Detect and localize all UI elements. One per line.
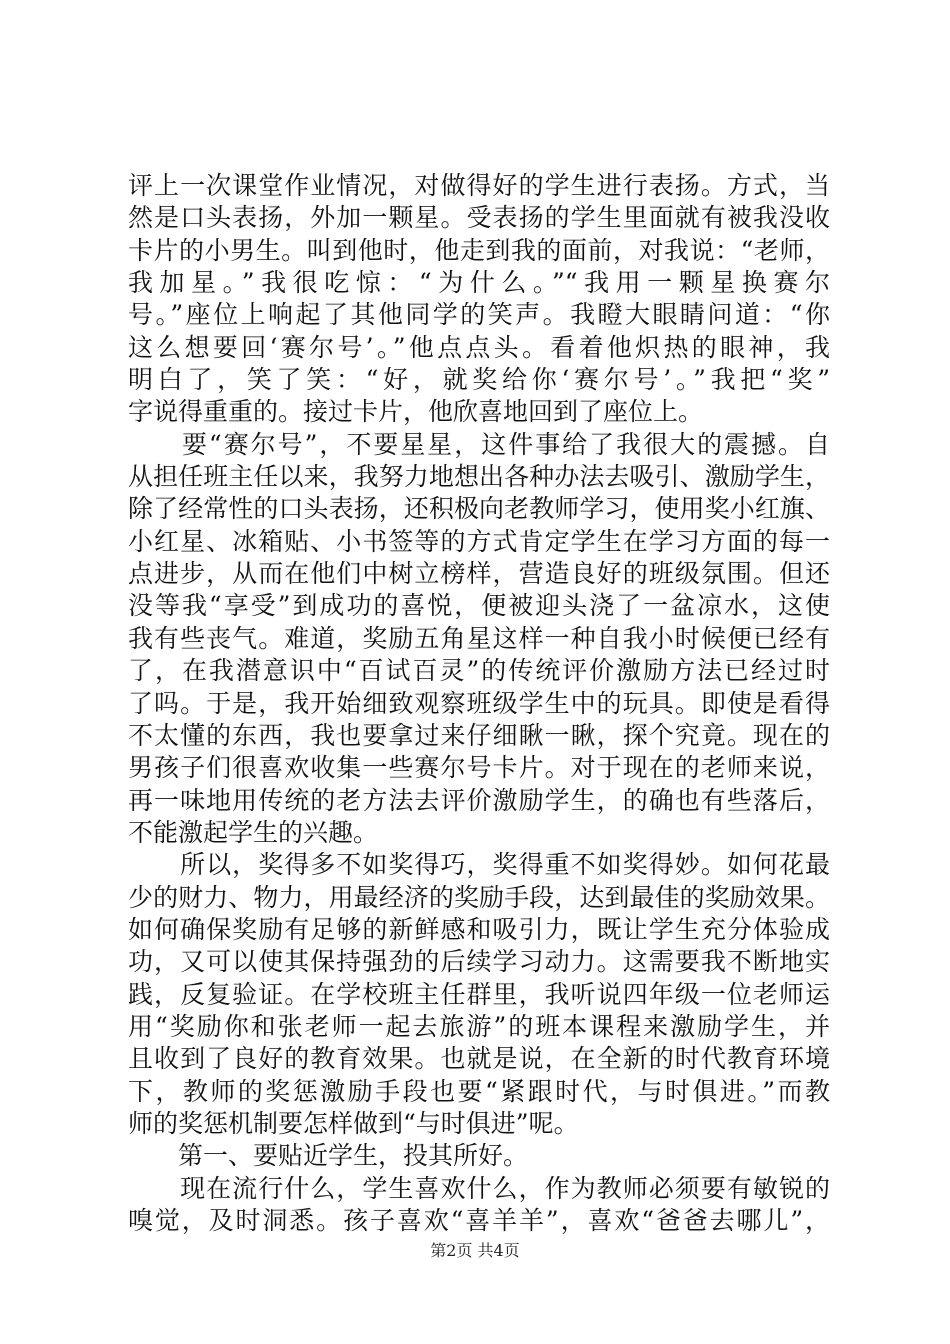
text-line: 点进步，从而在他们中树立榜样，营造良好的班级氛围。但还 [128, 559, 830, 589]
text-line: 要“赛尔号”，不要星星，这件事给了我很大的震撼。自 [128, 429, 830, 459]
text-line: 号。”座位上响起了其他同学的笑声。我瞪大眼睛问道：“你 [128, 300, 830, 330]
text-line: 少的财力、物力，用最经济的奖励手段，达到最佳的奖励效果。 [128, 882, 830, 912]
text-line: 再一味地用传统的老方法去评价激励学生，的确也有些落后， [128, 785, 830, 815]
text-line: 然是口头表扬，外加一颗星。受表扬的学生里面就有被我没收 [128, 203, 830, 233]
text-line: 了吗。于是，我开始细致观察班级学生中的玩具。即使是看得 [128, 688, 830, 718]
text-line: 不能激起学生的兴趣。 [128, 817, 379, 847]
text-line: 功，又可以使其保持强劲的后续学习动力。这需要我不断地实 [128, 947, 830, 977]
text-line: 嗅觉，及时洞悉。孩子喜欢“喜羊羊”，喜欢“爸爸去哪儿”， [128, 1206, 830, 1235]
text-line: 不太懂的东西，我也要拿过来仔细瞅一瞅，探个究竟。现在的 [128, 720, 830, 750]
text-line: 除了经常性的口头表扬，还积极向老教师学习，使用奖小红旗、 [128, 494, 830, 524]
text-line: 字说得重重的。接过卡片，他欣喜地回到了座位上。 [128, 397, 704, 427]
text-line: 践，反复验证。在学校班主任群里，我听说四年级一位老师运 [128, 979, 830, 1009]
text-line: 如何确保奖励有足够的新鲜感和吸引力，既让学生充分体验成 [128, 914, 830, 944]
text-line: 明白了，笑了笑：“好，就奖给你‘赛尔号’。”我把“奖” [128, 365, 830, 395]
text-line: 且收到了良好的教育效果。也就是说，在全新的时代教育环境 [128, 1044, 830, 1074]
text-line: 卡片的小男生。叫到他时，他走到我的面前，对我说：“老师， [128, 235, 830, 265]
text-line: 用“奖励你和张老师一起去旅游”的班本课程来激励学生，并 [128, 1011, 830, 1041]
text-line: 了，在我潜意识中“百试百灵”的传统评价激励方法已经过时 [128, 656, 830, 686]
text-line: 评上一次课堂作业情况，对做得好的学生进行表扬。方式，当 [128, 171, 830, 200]
text-line: 第一、要贴近学生，投其所好。 [128, 1141, 529, 1171]
text-line: 下，教师的奖惩激励手段也要“紧跟时代，与时俱进。”而教 [128, 1076, 830, 1106]
text-line: 我加星。”我很吃惊：“为什么。”“我用一颗星换赛尔 [128, 268, 830, 298]
text-line: 现在流行什么，学生喜欢什么，作为教师必须要有敏锐的 [128, 1173, 830, 1203]
text-line: 师的奖惩机制要怎样做到“与时俱进”呢。 [128, 1108, 579, 1138]
text-line: 这么想要回‘赛尔号’。”他点点头。看着他炽热的眼神，我 [128, 332, 830, 362]
text-line: 小红星、冰箱贴、小书签等的方式肯定学生在学习方面的每一 [128, 526, 830, 556]
body-text [128, 170, 830, 1237]
text-line: 没等我“享受”到成功的喜悦，便被迎头浇了一盆凉水，这使 [128, 591, 830, 621]
text-line: 男孩子们很喜欢收集一些赛尔号卡片。对于现在的老师来说， [128, 753, 830, 783]
text-line: 从担任班主任以来，我努力地想出各种办法去吸引、激励学生， [128, 462, 830, 492]
text-line: 我有些丧气。难道，奖励五角星这样一种自我小时候便已经有 [128, 623, 830, 653]
page-footer: 第2页 共4页 [430, 1241, 520, 1260]
text-line: 所以，奖得多不如奖得巧，奖得重不如奖得妙。如何花最 [128, 850, 830, 880]
